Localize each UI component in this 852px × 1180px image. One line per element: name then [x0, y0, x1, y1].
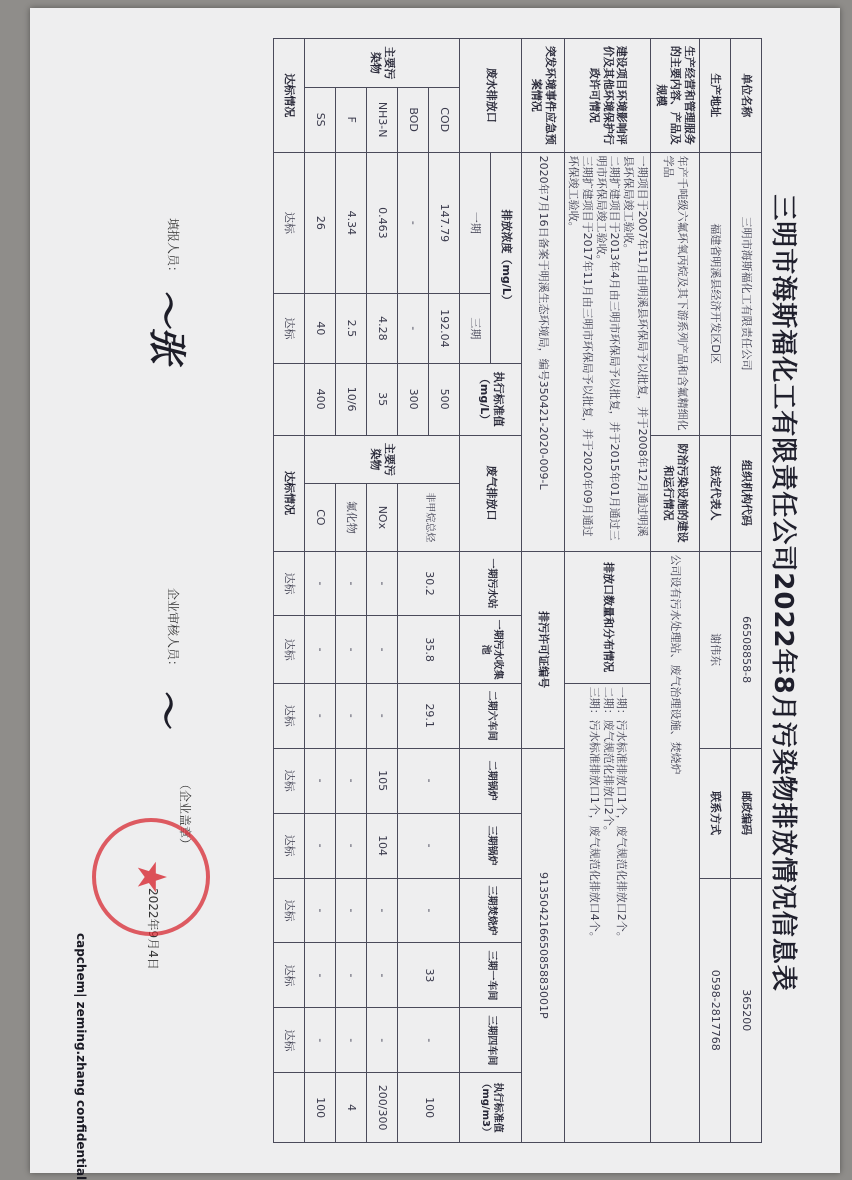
- permit-label: 排污许可证编号: [522, 551, 565, 748]
- water-conc-label: 排放浓度（mg/L）: [491, 152, 522, 363]
- water-phase3-label: 三期: [460, 294, 491, 364]
- contact-label: 联系方式: [700, 748, 731, 878]
- water-pollutant-label: 主要污染物: [305, 39, 460, 88]
- emergency-label: 突发环境事件应急预案情况: [522, 39, 565, 153]
- products-value: 年产千吨级六氟环氧丙烷及其下游系列产品和含氟精细化学品: [651, 152, 700, 435]
- outlet-label: 排放口数量和分布情况: [565, 551, 651, 683]
- water-p3-value: -: [398, 294, 429, 364]
- seal-label: （企业盖章）: [178, 778, 192, 851]
- water-pollutant-name: BOD: [398, 87, 429, 152]
- air-value: 35.8: [398, 616, 460, 683]
- air-status: 达标: [274, 551, 305, 616]
- emission-row: [429, 39, 460, 1143]
- air-value: -: [305, 813, 336, 878]
- company-seal-stamp: [92, 818, 210, 936]
- address-label: 生产地址: [700, 39, 731, 153]
- emission-row: [336, 39, 367, 1143]
- air-value: -: [336, 813, 367, 878]
- air-header-2: 一期污水收集池: [460, 616, 522, 683]
- air-value: -: [367, 616, 398, 683]
- eia-line: 二期扩建项目于2013年4月由三明市环保局予以批复，并于2015年01月通过三明市环保局竣工验收。: [594, 155, 622, 541]
- water-p3-value: 4.28: [367, 294, 398, 364]
- air-value: 30.2: [398, 551, 460, 616]
- sign-date: 2022年9月4日: [146, 888, 160, 970]
- air-header-3: 二期六车间: [460, 683, 522, 748]
- air-value: -: [398, 813, 460, 878]
- water-std-value: 500: [429, 363, 460, 435]
- air-status: 达标: [274, 683, 305, 748]
- air-value: -: [367, 943, 398, 1008]
- air-value: 29.1: [398, 683, 460, 748]
- unit-label: 单位名称: [731, 39, 762, 153]
- air-status: 达标: [274, 878, 305, 943]
- water-pollutant-name: F: [336, 87, 367, 152]
- air-pollutant-name: CO: [305, 484, 336, 551]
- water-section-label: 废水排放口: [460, 39, 522, 153]
- water-p1-value: 4.34: [336, 152, 367, 293]
- footer: [120, 28, 200, 1158]
- air-value: 104: [367, 813, 398, 878]
- air-value: -: [367, 1008, 398, 1073]
- water-status-label: 达标情况: [274, 39, 305, 153]
- water-p1-value: 147.79: [429, 152, 460, 293]
- row-products: [651, 39, 700, 1143]
- air-pollutant-name: 氟化物: [336, 484, 367, 551]
- air-header-8: 三期四车间: [460, 1008, 522, 1073]
- air-value: -: [305, 616, 336, 683]
- postal-label: 邮政编码: [731, 748, 762, 878]
- emission-row: [367, 39, 398, 1143]
- air-header-6: 三期焚烧炉: [460, 878, 522, 943]
- row-emission-header: [491, 39, 522, 1143]
- air-status: 达标: [274, 1008, 305, 1073]
- org-code-value: 66508858-8: [731, 551, 762, 748]
- air-value: -: [336, 748, 367, 813]
- outlet-line: 二期：废气规范化排放口2个。: [601, 686, 615, 837]
- row-eia: [565, 39, 651, 1143]
- air-std-value: 100: [305, 1073, 336, 1143]
- filler-label: 填报人员：: [166, 218, 180, 279]
- water-std-value: 400: [305, 363, 336, 435]
- document-title: 三明市海斯福化工有限责任公司2022年8月污染物排放情况信息表: [768, 194, 798, 992]
- water-std-label: 执行标准值（mg/L）: [460, 363, 522, 435]
- products-label: 生产经营和管理服务的主要内容、产品及规模: [651, 39, 700, 153]
- air-std-value: 100: [398, 1073, 460, 1143]
- eia-value: [565, 152, 651, 551]
- rotated-form: [74, 28, 800, 1180]
- air-value: 33: [398, 943, 460, 1008]
- air-status-label: 达标情况: [274, 435, 305, 551]
- air-value: -: [305, 748, 336, 813]
- water-std-value: 10/6: [336, 363, 367, 435]
- legal-rep-value: 谢伟东: [700, 551, 731, 748]
- air-pollutant-label: 主要污染物: [305, 435, 460, 484]
- air-value: -: [367, 551, 398, 616]
- air-value: -: [336, 878, 367, 943]
- water-phase1-label: 一期: [460, 152, 491, 293]
- air-value: -: [367, 683, 398, 748]
- air-header-1: 一期污水站: [460, 551, 522, 616]
- air-std-value: 200/300: [367, 1073, 398, 1143]
- eia-line: 三期扩建项目于2017年11月由三明市环保局予以批复，并于2020年09月通过环保竣工验收。: [567, 155, 594, 537]
- filler-signature: 〜张: [145, 288, 190, 365]
- air-std-value: 4: [336, 1073, 367, 1143]
- legal-rep-label: 法定代表人: [700, 435, 731, 551]
- status-row: [274, 39, 305, 1143]
- air-value: -: [336, 551, 367, 616]
- air-section-label: 废气排放口: [460, 435, 522, 551]
- air-status: 达标: [274, 813, 305, 878]
- water-status-p3: 达标: [274, 294, 305, 364]
- water-p3-value: 2.5: [336, 294, 367, 364]
- air-status: [274, 1073, 305, 1143]
- air-value: -: [398, 878, 460, 943]
- row-emergency: [522, 39, 565, 1143]
- water-pollutant-name: SS: [305, 87, 336, 152]
- emergency-value: 2020年7月16日备案于明溪生态环境局，编号350421-2020-009-L: [522, 152, 565, 551]
- air-value: -: [305, 943, 336, 1008]
- water-pollutant-name: NH3-N: [367, 87, 398, 152]
- contact-value: 0598-2817768: [700, 878, 731, 1142]
- info-table: [274, 38, 763, 1143]
- water-std-value: 35: [367, 363, 398, 435]
- air-header-std: 执行标准值（mg/m3）: [460, 1073, 522, 1143]
- eia-label: 建设项目环境影响评价及其他环境保护行政许可情况: [565, 39, 651, 153]
- air-pollutant-name: NOx: [367, 484, 398, 551]
- water-status-std: [274, 363, 305, 435]
- air-value: -: [305, 683, 336, 748]
- permit-value: 91350421665085883001P: [522, 748, 565, 1142]
- air-header-4: 二期锅炉: [460, 748, 522, 813]
- water-status-p1: 达标: [274, 152, 305, 293]
- air-status: 达标: [274, 748, 305, 813]
- water-std-value: 300: [398, 363, 429, 435]
- air-value: -: [336, 683, 367, 748]
- outlet-value: [565, 683, 651, 1142]
- facility-value: 公司设有污水处理站、废气治理设施、焚烧炉: [651, 551, 700, 1142]
- air-pollutant-name: 非甲烷总烃: [398, 484, 460, 551]
- eia-line: 一期项目于2007年11月由明溪县环保局予以批复，并于2008年12月通过明溪县环保局竣工验收。: [622, 155, 649, 537]
- air-value: -: [336, 1008, 367, 1073]
- air-value: -: [305, 551, 336, 616]
- air-value: -: [367, 878, 398, 943]
- air-status: 达标: [274, 616, 305, 683]
- air-value: -: [398, 748, 460, 813]
- air-value: -: [336, 943, 367, 1008]
- row-address: [700, 39, 731, 1143]
- star-icon: ★: [128, 859, 174, 895]
- watermark: capchem| zeming.zhang confidential: [74, 933, 88, 1180]
- air-value: -: [305, 1008, 336, 1073]
- air-header-5: 三期锅炉: [460, 813, 522, 878]
- outlet-line: 一期：污水标准排放口1个，废气规范化排放口2个。: [615, 686, 629, 943]
- reviewer-signature: 〜: [145, 688, 190, 727]
- emission-row: [305, 39, 336, 1143]
- air-value: -: [336, 616, 367, 683]
- water-pollutant-name: COD: [429, 87, 460, 152]
- postal-value: 365200: [731, 878, 762, 1142]
- water-p1-value: 26: [305, 152, 336, 293]
- air-value: 105: [367, 748, 398, 813]
- water-p1-value: 0.463: [367, 152, 398, 293]
- document-paper: [30, 8, 840, 1180]
- address-value: 福建省明溪县经济开发区D区: [700, 152, 731, 435]
- unit-value: 三明市海斯福化工有限责任公司: [731, 152, 762, 435]
- water-p1-value: -: [398, 152, 429, 293]
- air-header-7: 三期一车间: [460, 943, 522, 1008]
- water-p3-value: 192.04: [429, 294, 460, 364]
- air-value: -: [398, 1008, 460, 1073]
- org-code-label: 组织机构代码: [731, 435, 762, 551]
- reviewer-label: 企业审核人员：: [166, 588, 180, 673]
- water-p3-value: 40: [305, 294, 336, 364]
- air-value: -: [305, 878, 336, 943]
- outlet-line: 三期：污水标准排放口1个，废气规范化排放口4个。: [587, 686, 601, 943]
- facility-label: 防治污染设施的建设和运行情况: [651, 435, 700, 551]
- row-unit: [731, 39, 762, 1143]
- air-status: 达标: [274, 943, 305, 1008]
